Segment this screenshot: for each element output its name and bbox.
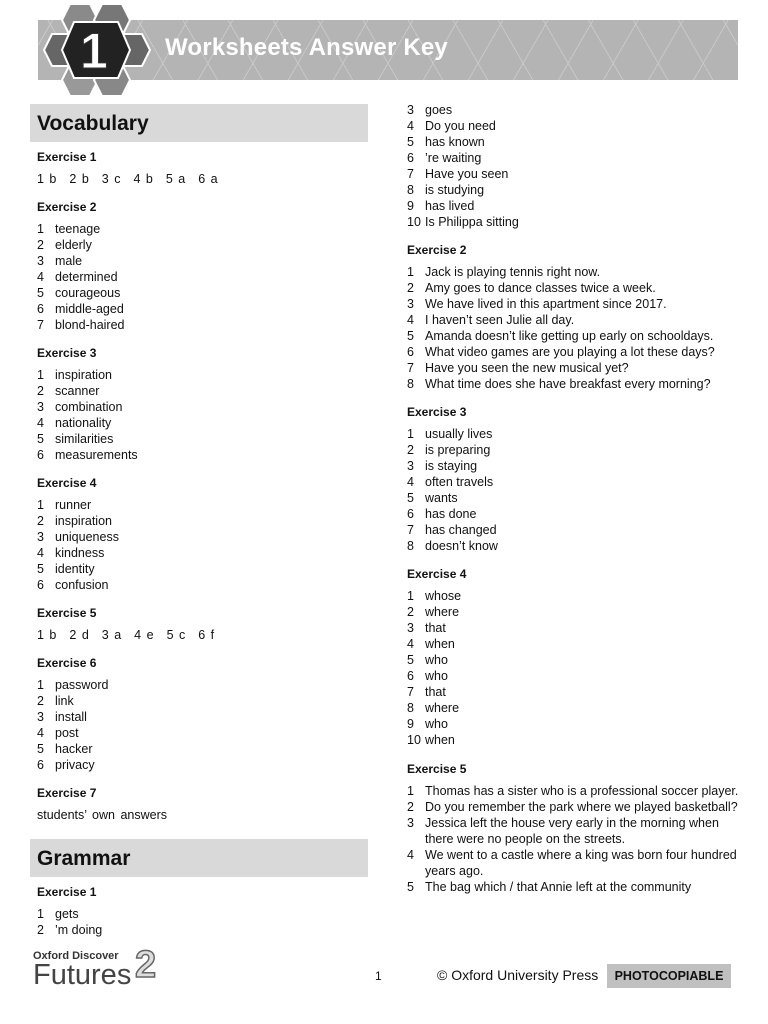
- answer-item: [400, 344, 740, 360]
- item-number: 5: [407, 491, 414, 505]
- answer-item: [400, 716, 740, 732]
- answer-item: [400, 166, 740, 182]
- item-text: privacy: [55, 758, 95, 772]
- item-text: whose: [425, 589, 462, 603]
- item-text: has done: [425, 507, 477, 521]
- item-number: 3: [37, 254, 44, 268]
- logo-small-text: Oxford Discover: [33, 950, 119, 962]
- answer-item: [30, 269, 368, 285]
- answer-item: [400, 588, 740, 604]
- item-number: 1: [37, 368, 44, 382]
- logo-level: 2: [135, 944, 157, 986]
- item-number: 6: [407, 345, 414, 359]
- item-number: 4: [407, 637, 414, 651]
- answer: 5 a: [165, 172, 186, 186]
- item-text: is staying: [425, 459, 478, 473]
- answer-item: [400, 732, 740, 748]
- answer-item: [30, 317, 368, 333]
- unit-number: 1: [80, 23, 108, 79]
- photocopiable-badge: PHOTOCOPIABLE: [607, 964, 731, 988]
- item-text: blond-haired: [55, 318, 125, 332]
- item-number: 1: [37, 222, 44, 236]
- item-number: 6: [37, 448, 44, 462]
- item-number: 3: [407, 621, 414, 635]
- exercise-title: Exercise 6: [37, 656, 97, 670]
- item-text: where: [425, 701, 460, 715]
- answer-item: [400, 847, 740, 879]
- item-number: 3: [407, 816, 414, 830]
- item-text: kindness: [55, 546, 105, 560]
- item-number: 5: [37, 562, 44, 576]
- item-number: 7: [37, 318, 44, 332]
- item-number: 5: [37, 432, 44, 446]
- item-number: 4: [37, 546, 44, 560]
- item-number: 1: [407, 265, 414, 279]
- answer-item: [400, 442, 740, 458]
- answer-item: [30, 285, 368, 301]
- answer-item: [400, 214, 740, 230]
- answer-item: [30, 497, 368, 513]
- answer-item: [30, 922, 368, 938]
- item-number: 9: [407, 199, 414, 213]
- item-text: Amanda doesn’t like getting up early on schooldays.: [425, 329, 714, 343]
- item-text: Do you remember the park where we played basketball?: [425, 800, 738, 814]
- copyright: © Oxford University Press: [437, 967, 599, 983]
- answer: 4 e: [134, 628, 154, 642]
- answer-item: [400, 684, 740, 700]
- item-text: male: [55, 254, 83, 268]
- answer-item: [30, 709, 368, 725]
- item-number: 4: [37, 726, 44, 740]
- answer-item: [400, 280, 740, 296]
- logo-big-text: Futures: [33, 959, 132, 991]
- exercise-title: Exercise 2: [37, 200, 97, 214]
- answer-item: [30, 693, 368, 709]
- answer-item: [30, 415, 368, 431]
- item-number: 2: [37, 694, 44, 708]
- item-text: The bag which / that Annie left at the community: [425, 880, 692, 894]
- item-text: I haven’t seen Julie all day.: [425, 313, 575, 327]
- exercise-title: Exercise 4: [37, 476, 97, 490]
- answer-item: [30, 431, 368, 447]
- item-text: scanner: [55, 384, 100, 398]
- answer-item: [400, 426, 740, 442]
- answer-item: [30, 529, 368, 545]
- answer-item: [400, 620, 740, 636]
- item-text: install: [55, 710, 87, 724]
- answer-item: [30, 577, 368, 593]
- item-number: 5: [407, 135, 414, 149]
- exercise-title: Exercise 1: [37, 150, 97, 164]
- answer-item: [400, 198, 740, 214]
- item-text: inspiration: [55, 514, 112, 528]
- item-number: 3: [37, 400, 44, 414]
- item-text: similarities: [55, 432, 114, 446]
- item-number: 1: [407, 427, 414, 441]
- answer-item: [30, 237, 368, 253]
- item-number: 4: [407, 313, 414, 327]
- item-text: nationality: [55, 416, 112, 430]
- item-number: 6: [407, 151, 414, 165]
- exercise-title: Exercise 5: [407, 762, 467, 776]
- item-text: is preparing: [425, 443, 491, 457]
- item-text: when: [425, 733, 455, 747]
- item-text: who: [425, 669, 448, 683]
- answer-item: [400, 522, 740, 538]
- item-number: 2: [37, 923, 44, 937]
- item-number: 9: [407, 717, 414, 731]
- answer-item: [400, 815, 740, 847]
- item-text: Have you seen the new musical yet?: [425, 361, 629, 375]
- item-number: 3: [407, 297, 414, 311]
- item-text: inspiration: [55, 368, 112, 382]
- item-text: hacker: [55, 742, 93, 756]
- item-number: 4: [407, 119, 414, 133]
- item-text: has changed: [425, 523, 497, 537]
- item-number: 10: [407, 215, 421, 229]
- answer-item: [400, 118, 740, 134]
- item-number: 3: [407, 103, 414, 117]
- item-text: measurements: [55, 448, 138, 462]
- item-number: 1: [37, 678, 44, 692]
- item-text: Have you seen: [425, 167, 509, 181]
- answer-item: [400, 264, 740, 280]
- answer-item: [30, 741, 368, 757]
- item-number: 5: [37, 742, 44, 756]
- item-number: 4: [407, 848, 414, 862]
- item-number: 1: [37, 907, 44, 921]
- answer-item: [400, 182, 740, 198]
- item-text: Jessica left the house very early in the morning when there were no people on the streets.: [425, 816, 719, 846]
- section-grammar: Grammar: [30, 839, 368, 877]
- exercise-title: Exercise 7: [37, 786, 97, 800]
- answer: 1 b: [37, 628, 57, 642]
- item-text: link: [55, 694, 74, 708]
- item-number: 3: [407, 459, 414, 473]
- answer-item: [30, 513, 368, 529]
- item-text: gets: [55, 907, 79, 921]
- answer-item: [400, 150, 740, 166]
- item-text: determined: [55, 270, 118, 284]
- answer-item: [400, 879, 740, 895]
- item-number: 5: [37, 286, 44, 300]
- item-text: doesn’t know: [425, 539, 498, 553]
- item-text: Is Philippa sitting: [425, 215, 519, 229]
- answer-item: [30, 367, 368, 383]
- answer-item: [30, 383, 368, 399]
- answer-item: [400, 360, 740, 376]
- answer-item: [30, 757, 368, 773]
- answer-text: students’ own answers: [37, 808, 167, 822]
- page-number: 1: [375, 969, 382, 983]
- answer-item: [30, 677, 368, 693]
- item-number: 2: [407, 800, 414, 814]
- item-text: password: [55, 678, 109, 692]
- item-number: 7: [407, 361, 414, 375]
- answer: 2 d: [69, 628, 89, 642]
- item-text: Thomas has a sister who is a professional soccer player.: [425, 784, 739, 798]
- answer-item: [400, 312, 740, 328]
- item-number: 2: [37, 238, 44, 252]
- item-text: who: [425, 653, 448, 667]
- answer-item: [400, 799, 740, 815]
- item-text: We have lived in this apartment since 2017.: [425, 297, 667, 311]
- item-text: post: [55, 726, 79, 740]
- exercise-title: Exercise 5: [37, 606, 97, 620]
- item-text: Amy goes to dance classes twice a week.: [425, 281, 656, 295]
- item-text: has known: [425, 135, 485, 149]
- item-number: 8: [407, 183, 414, 197]
- item-text: is studying: [425, 183, 485, 197]
- answer-item: [400, 134, 740, 150]
- answer-item: [400, 668, 740, 684]
- item-text: combination: [55, 400, 123, 414]
- answer: 1 b: [37, 172, 57, 186]
- answer-item: [400, 604, 740, 620]
- item-number: 2: [407, 605, 414, 619]
- item-number: 2: [37, 514, 44, 528]
- item-text: identity: [55, 562, 95, 576]
- answer: 4 b: [133, 172, 153, 186]
- exercise-title: Exercise 4: [407, 567, 467, 581]
- item-text: We went to a castle where a king was born four hundred years ago.: [425, 848, 737, 878]
- answer: 3 a: [101, 628, 122, 642]
- answer: 6 a: [198, 172, 218, 186]
- item-number: 7: [407, 685, 414, 699]
- item-number: 2: [407, 281, 414, 295]
- item-number: 6: [37, 758, 44, 772]
- right-column: [400, 102, 740, 895]
- item-text: that: [425, 685, 446, 699]
- answer-item: [400, 652, 740, 668]
- answer-row: [30, 171, 368, 187]
- answer: 3 c: [101, 172, 121, 186]
- answer-row: [30, 627, 368, 643]
- item-number: 4: [37, 270, 44, 284]
- oxford-discover-futures-logo: [33, 944, 157, 991]
- exercise-title: Exercise 3: [37, 346, 97, 360]
- item-number: 3: [37, 530, 44, 544]
- exercise-title: Exercise 3: [407, 405, 467, 419]
- answer-item: [400, 328, 740, 344]
- item-number: 6: [407, 507, 414, 521]
- item-text: usually lives: [425, 427, 493, 441]
- item-number: 8: [407, 377, 414, 391]
- answer-item: [400, 636, 740, 652]
- item-text: elderly: [55, 238, 92, 252]
- item-text: often travels: [425, 475, 494, 489]
- item-text: confusion: [55, 578, 109, 592]
- item-number: 5: [407, 653, 414, 667]
- item-text: Jack is playing tennis right now.: [425, 265, 601, 279]
- answer-item: [30, 906, 368, 922]
- item-number: 6: [37, 578, 44, 592]
- item-text: What video games are you playing a lot these days?: [425, 345, 715, 359]
- answer-item: [400, 102, 740, 118]
- item-number: 1: [407, 589, 414, 603]
- item-number: 2: [407, 443, 414, 457]
- item-text: middle-aged: [55, 302, 124, 316]
- item-number: 6: [37, 302, 44, 316]
- answer-item: [400, 538, 740, 554]
- item-number: 3: [37, 710, 44, 724]
- answer-item: [400, 700, 740, 716]
- item-number: 7: [407, 523, 414, 537]
- item-text: who: [425, 717, 448, 731]
- item-text: uniqueness: [55, 530, 119, 544]
- item-text: has lived: [425, 199, 475, 213]
- item-text: courageous: [55, 286, 121, 300]
- answer-item: [30, 253, 368, 269]
- answer-item: [30, 447, 368, 463]
- item-text: Do you need: [425, 119, 496, 133]
- answer-item: [30, 399, 368, 415]
- item-text: teenage: [55, 222, 101, 236]
- item-text: that: [425, 621, 446, 635]
- page-title: Worksheets Answer Key: [165, 34, 448, 61]
- item-number: 8: [407, 701, 414, 715]
- item-text: goes: [425, 103, 453, 117]
- item-number: 8: [407, 539, 414, 553]
- item-text: runner: [55, 498, 92, 512]
- item-number: 2: [37, 384, 44, 398]
- answer-item: [400, 376, 740, 392]
- answer-item: [400, 474, 740, 490]
- answer-item: [400, 783, 740, 799]
- answer-item: [30, 545, 368, 561]
- answer: 6 f: [198, 628, 215, 642]
- section-vocabulary: Vocabulary: [30, 104, 368, 142]
- item-text: ’m doing: [55, 923, 103, 937]
- answer-item: [30, 725, 368, 741]
- item-number: 10: [407, 733, 421, 747]
- item-text: wants: [425, 491, 458, 505]
- answer-item: [30, 301, 368, 317]
- item-text: What time does she have breakfast every morning?: [425, 377, 711, 391]
- item-number: 5: [407, 329, 414, 343]
- answer-item: [30, 221, 368, 237]
- exercise-title: Exercise 1: [37, 885, 97, 899]
- item-text: where: [425, 605, 460, 619]
- item-number: 1: [407, 784, 414, 798]
- item-number: 4: [37, 416, 44, 430]
- answer-item: [400, 506, 740, 522]
- item-number: 4: [407, 475, 414, 489]
- answer-item: [400, 490, 740, 506]
- item-number: 1: [37, 498, 44, 512]
- item-text: when: [425, 637, 455, 651]
- answer: 2 b: [69, 172, 89, 186]
- answer-item: [30, 561, 368, 577]
- item-number: 5: [407, 880, 414, 894]
- answer-item: [400, 458, 740, 474]
- exercise-title: Exercise 2: [407, 243, 467, 257]
- left-column: [30, 104, 368, 938]
- item-number: 6: [407, 669, 414, 683]
- item-text: ’re waiting: [425, 151, 482, 165]
- item-number: 7: [407, 167, 414, 181]
- answer: 5 c: [166, 628, 186, 642]
- answer-item: [400, 296, 740, 312]
